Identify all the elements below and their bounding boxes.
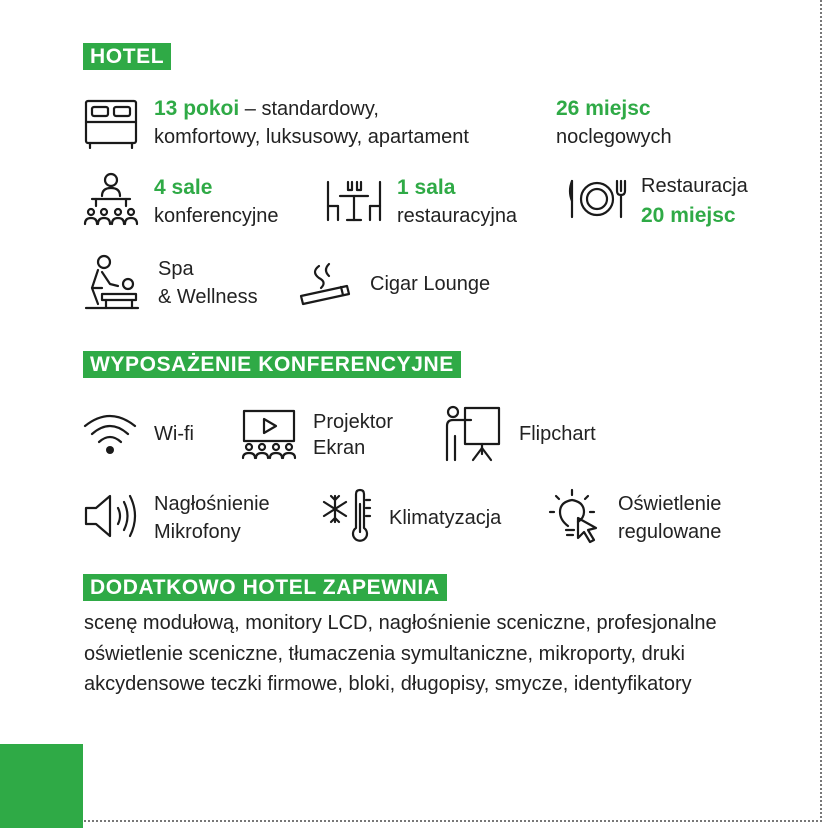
lighting-line1: Oświetlenie: [618, 493, 722, 515]
sound-line1: Nagłośnienie: [154, 493, 270, 515]
dotted-border-bottom: [0, 820, 822, 822]
cigar-icon: [297, 260, 355, 308]
sound-line2: Mikrofony: [154, 521, 241, 543]
restaurant-seats: 20 miejsc: [641, 204, 736, 227]
beds-count: 26 miejsc: [556, 97, 651, 120]
light-cursor-icon: [548, 488, 606, 546]
plate-cutlery-icon: [566, 177, 628, 221]
restaurant-room-label: restauracyjna: [397, 205, 518, 227]
rooms-types-start: – standardowy,: [239, 98, 379, 120]
speaker-icon: [82, 490, 140, 542]
rooms-line1: [154, 95, 379, 123]
extra-services-text: scenę modułową, monitory LCD, nagłośnienie sceniczne, profesjonalne oświetlenie sceniczne, tłumaczenia symultaniczne, mikroporty, druki akcydensowe teczki firmowe, bloki, długopisy, smycze, identyfikatory: [84, 612, 717, 695]
conference-rooms-count: 4 sale: [154, 176, 213, 199]
rooms-count: 13 pokoi: [154, 97, 240, 120]
section-heading-hotel: HOTEL: [83, 43, 171, 70]
rooms-line2: komfortowy, luksusowy, apartament: [154, 126, 469, 148]
flipchart-icon: [443, 404, 503, 464]
section-heading-extra: DODATKOWO HOTEL ZAPEWNIA: [83, 574, 447, 601]
cigar-lounge-label: Cigar Lounge: [370, 273, 491, 295]
wifi-label: Wi-fi: [154, 423, 194, 445]
conference-room-icon: [82, 172, 140, 228]
ac-label: Klimatyzacja: [389, 507, 502, 529]
beds-label: noclegowych: [556, 126, 672, 148]
restaurant-label: Restauracja: [641, 175, 748, 197]
flipchart-label: Flipchart: [519, 423, 596, 445]
bed-icon: [82, 97, 140, 149]
section-heading-equipment: WYPOSAŻENIE KONFERENCYJNE: [83, 351, 461, 378]
spa-line1: Spa: [158, 258, 194, 280]
dotted-border-right: [820, 0, 822, 822]
wifi-icon: [82, 412, 138, 456]
lighting-line2: regulowane: [618, 521, 722, 543]
corner-green-block: [0, 744, 83, 828]
restaurant-room-count: 1 sala: [397, 176, 456, 199]
dining-table-icon: [324, 178, 384, 224]
massage-icon: [82, 254, 140, 310]
projector-line1: Projektor: [313, 411, 394, 433]
projector-line2: Ekran: [313, 437, 366, 459]
snowflake-thermometer-icon: [320, 488, 378, 546]
projector-screen-icon: [240, 408, 298, 460]
spa-line2: & Wellness: [158, 286, 258, 308]
conference-rooms-label: konferencyjne: [154, 205, 279, 227]
